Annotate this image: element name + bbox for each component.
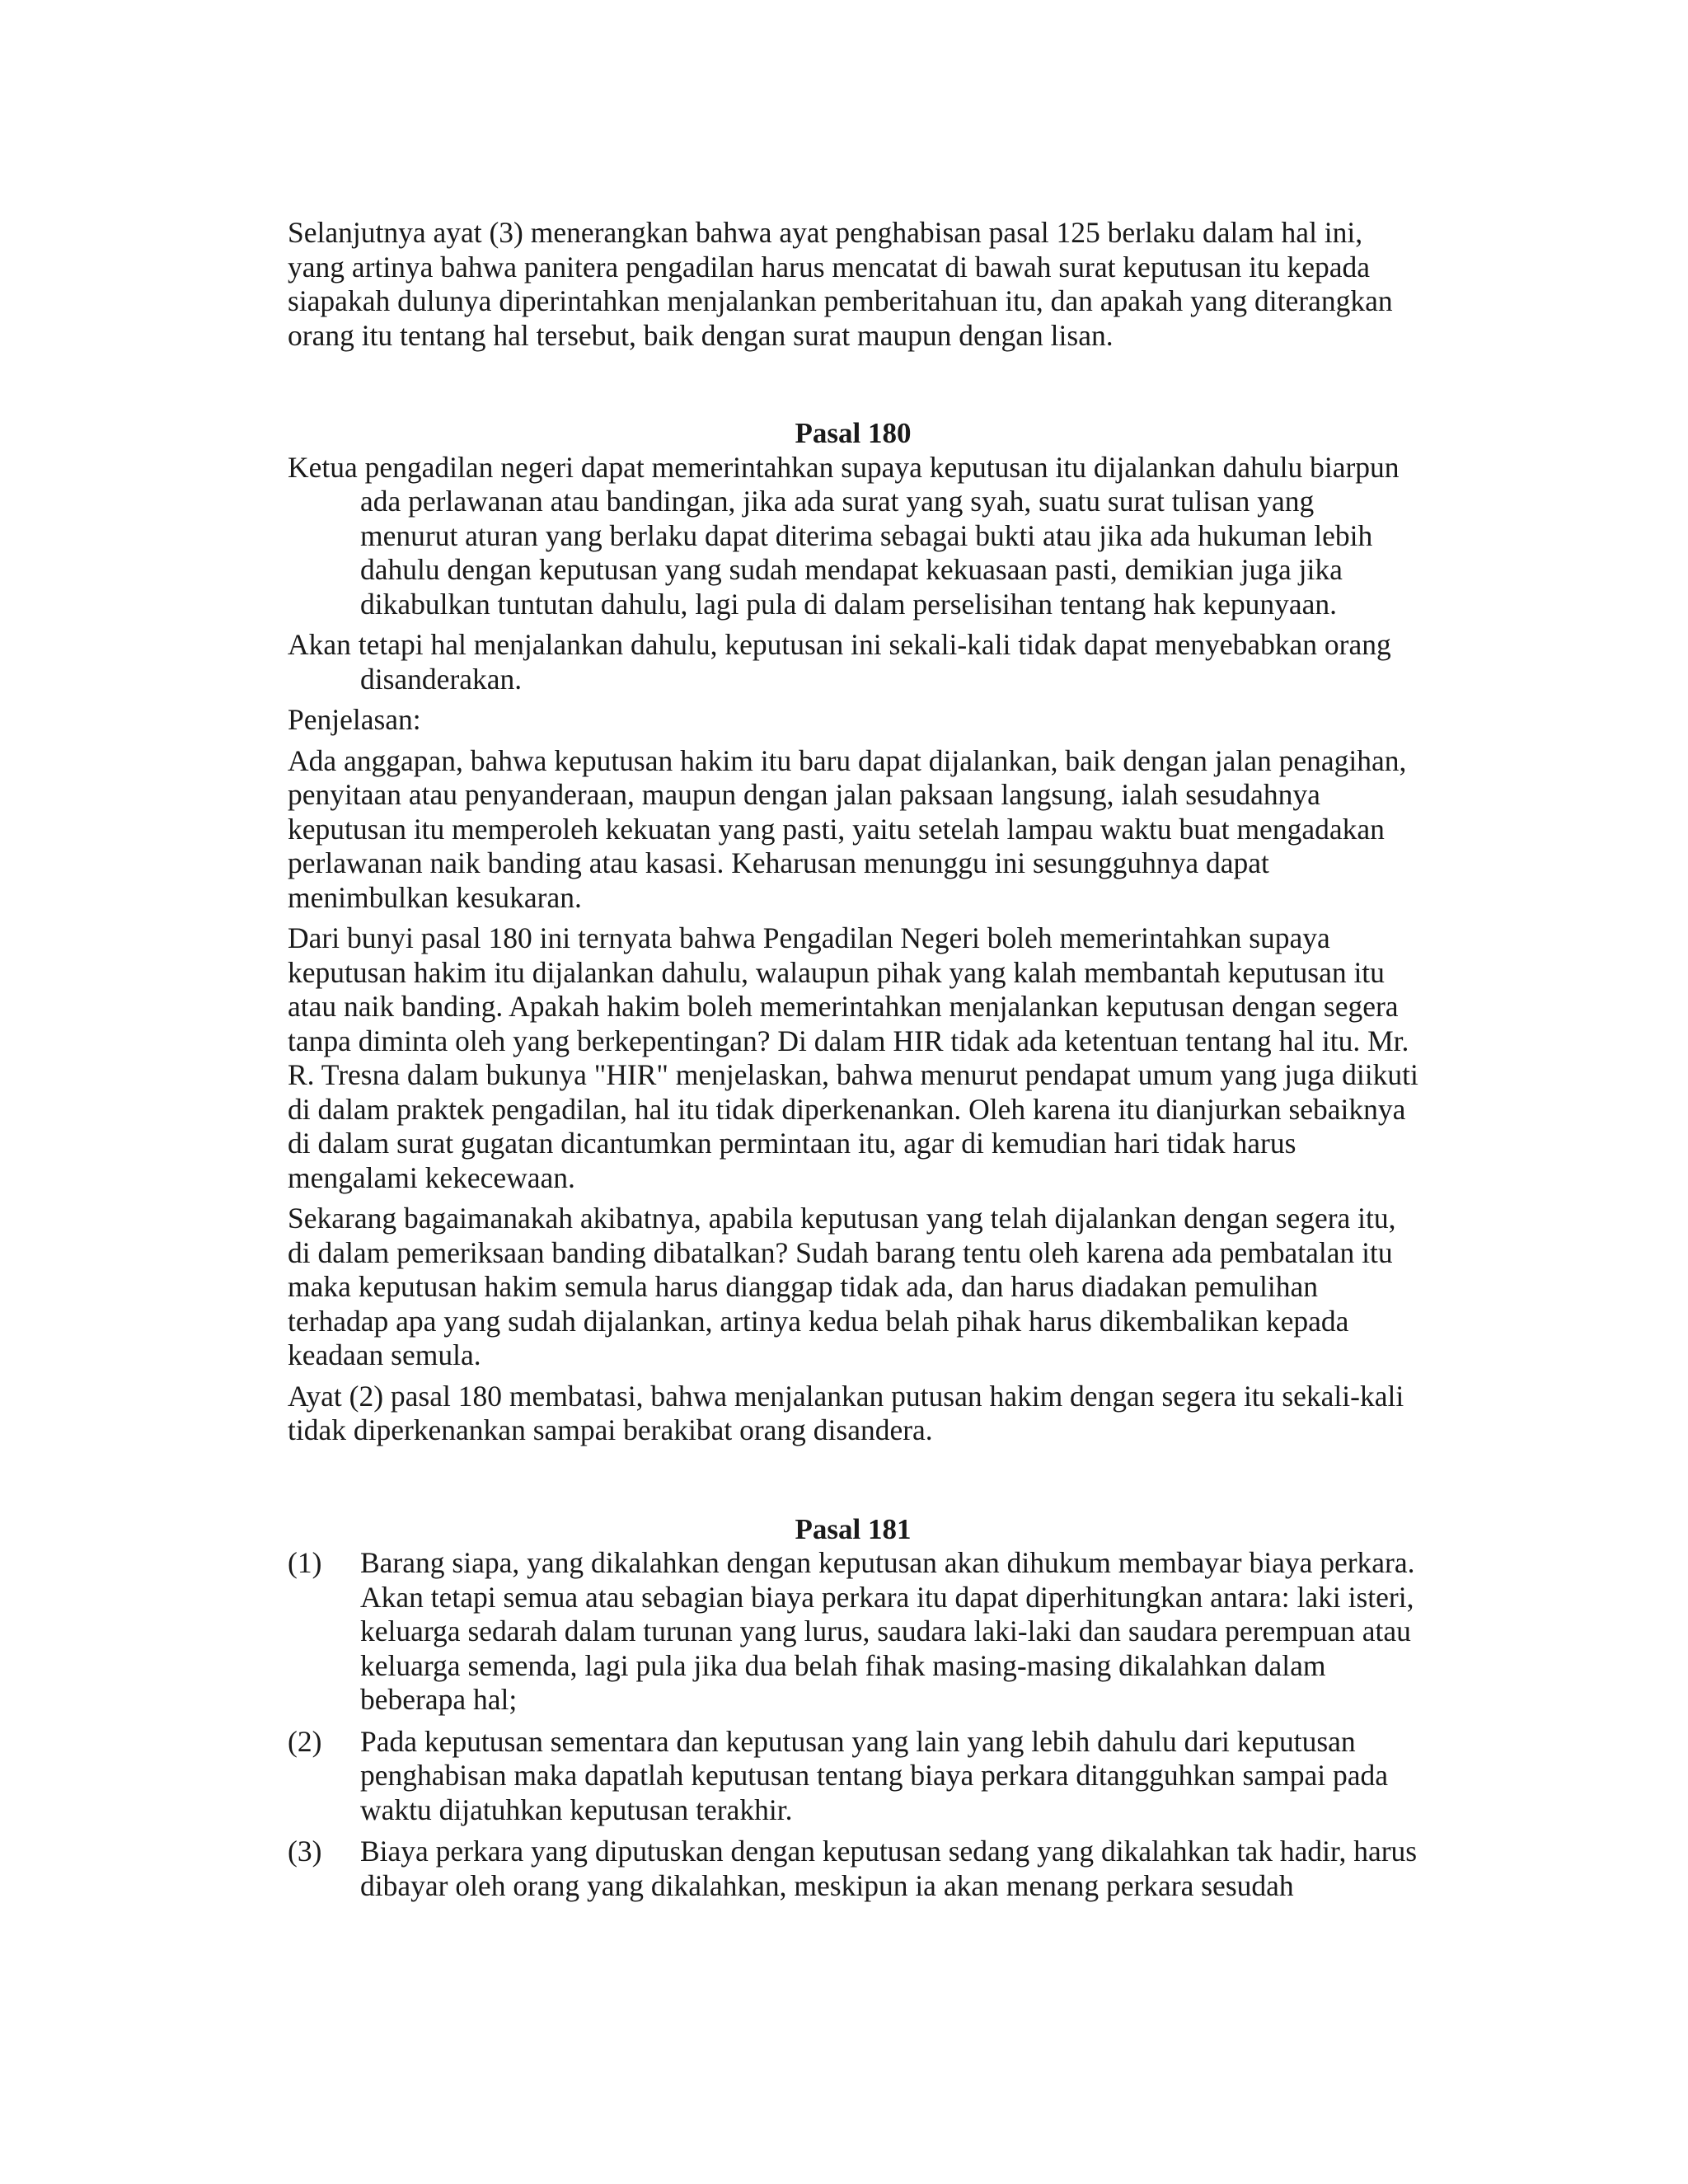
ayat-text: Pada keputusan sementara dan keputusan yang lain yang lebih dahulu dari keputusan penghabisan maka dapatlah keputusan tentang biaya perkara ditangguhkan sampai pada waktu dijatuhkan keputusan terakhir. xyxy=(360,1724,1388,1826)
pasal-180-heading: Pasal 180 xyxy=(795,417,912,449)
pasal-180-ayat-2: Akan tetapi hal menjalankan dahulu, keputusan ini sekali-kali tidak dapat menyebabkan orang disanderakan. xyxy=(288,628,1391,696)
pasal-181-ayat-1 xyxy=(288,1546,1418,1718)
pasal-181-ayat-2 xyxy=(288,1725,1418,1828)
pasal-181-ayat-3 xyxy=(288,1835,1418,1903)
document-page xyxy=(288,216,1418,1910)
ayat-number: (3) xyxy=(288,1835,322,1868)
pasal-181-heading: Pasal 181 xyxy=(795,1512,912,1545)
penjelasan-paragraph-2: Dari bunyi pasal 180 ini ternyata bahwa Pengadilan Negeri boleh memerintahkan supaya keputusan hakim itu dijalankan dahulu, walaupun pihak yang kalah membantah keputusan itu atau naik banding. Apakah hakim boleh memerintahkan menjalankan keputusan dengan segera tanpa diminta oleh yang berkepentingan? Di dalam HIR tidak ada ketentuan tentang hal itu. Mr. R. Tresna dalam bukunya "HIR" menjelaskan, bahwa menurut pendapat umum yang juga diikuti di dalam praktek pengadilan, hal itu tidak diperkenankan. Oleh karena itu dianjurkan sebaiknya di dalam surat gugatan dicantumkan permintaan itu, agar di kemudian hari tidak harus mengalami kekecewaan. xyxy=(288,921,1418,1194)
penjelasan-label: Penjelasan: xyxy=(288,703,421,736)
penjelasan-paragraph-3: Sekarang bagaimanakah akibatnya, apabila keputusan yang telah dijalankan dengan segera itu, di dalam pemeriksaan banding dibatalkan? Sudah barang tentu oleh karena ada pembatalan itu maka keputusan hakim semula harus dianggap tidak ada, dan harus diadakan pemulihan terhadap apa yang sudah dijalankan, artinya kedua belah pihak harus dikembalikan kepada keadaan semula. xyxy=(288,1202,1396,1371)
penjelasan-paragraph-1: Ada anggapan, bahwa keputusan hakim itu baru dapat dijalankan, baik dengan jalan penagihan, penyitaan atau penyanderaan, maupun dengan jalan paksaan langsung, ialah sesudahnya keputusan itu memperoleh kekuatan yang pasti, yaitu setelah lampau waktu buat mengadakan perlawanan naik banding atau kasasi. Keharusan menunggu ini sesungguhnya dapat menimbulkan kesukaran. xyxy=(288,743,1407,914)
ayat-text: Barang siapa, yang dikalahkan dengan keputusan akan dihukum membayar biaya perkara. Akan tetapi semua atau sebagian biaya perkara itu dapat diperhitungkan antara: laki isteri, keluarga sedarah dalam turunan yang lurus, saudara laki-laki dan saudara perempuan atau keluarga semenda, lagi pula jika dua belah fihak masing-masing dikalahkan dalam beberapa hal; xyxy=(360,1546,1415,1716)
pasal-180-ayat-1: Ketua pengadilan negeri dapat memerintahkan supaya keputusan itu dijalankan dahulu biarpun ada perlawanan atau bandingan, jika ada surat yang syah, suatu surat tulisan yang menurut aturan yang berlaku dapat diterima sebagai bukti atau jika ada hukuman lebih dahulu dengan keputusan yang sudah mendapat kekuasaan pasti, demikian juga jika dikabulkan tuntutan dahulu, lagi pula di dalam perselisihan tentang hak kepunyaan. xyxy=(288,450,1400,621)
intro-paragraph: Selanjutnya ayat (3) menerangkan bahwa ayat penghabisan pasal 125 berlaku dalam hal ini, yang artinya bahwa panitera pengadilan harus mencatat di bawah surat keputusan itu kepada siapakah dulunya diperintahkan menjalankan pemberitahuan itu, dan apakah yang diterangkan orang itu tentang hal tersebut, baik dengan surat maupun dengan lisan. xyxy=(288,216,1393,352)
ayat-number: (1) xyxy=(288,1546,322,1579)
penjelasan-paragraph-4: Ayat (2) pasal 180 membatasi, bahwa menjalankan putusan hakim dengan segera itu sekali-kali tidak diperkenankan sampai berakibat orang disandera. xyxy=(288,1379,1404,1446)
pasal-181-list xyxy=(288,1546,1418,1903)
ayat-number: (2) xyxy=(288,1724,322,1758)
ayat-text: Biaya perkara yang diputuskan dengan keputusan sedang yang dikalahkan tak hadir, harus dibayar oleh orang yang dikalahkan, meskipun ia akan menang perkara sesudah xyxy=(360,1835,1418,1902)
